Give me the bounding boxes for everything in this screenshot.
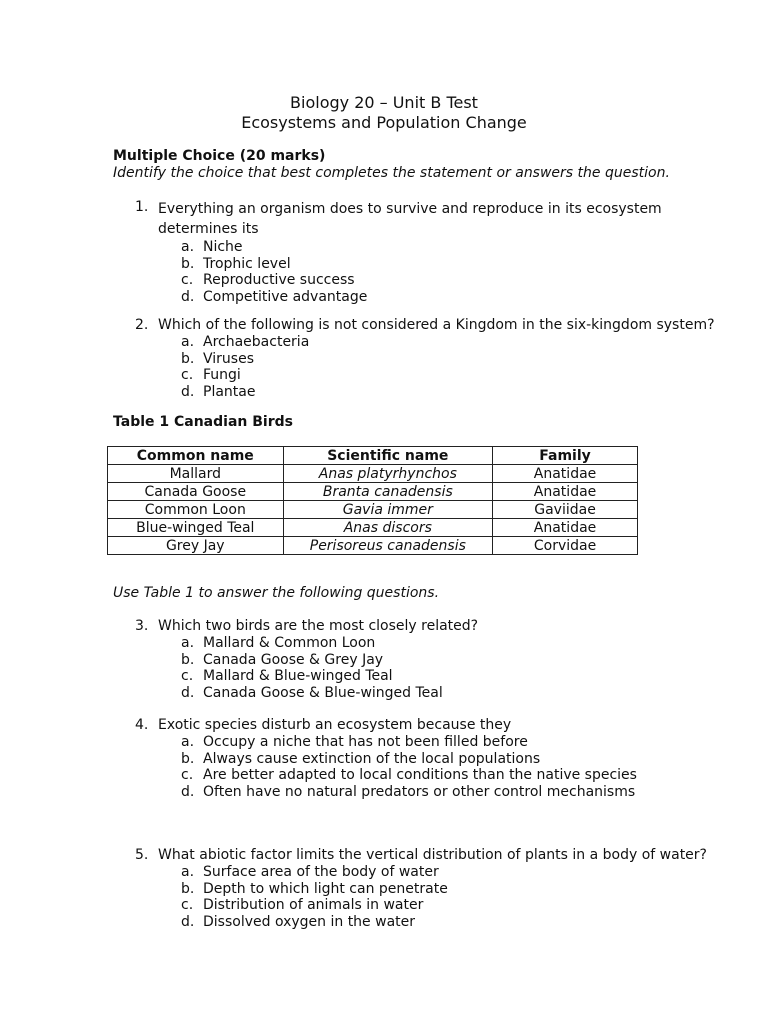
option-d [181, 384, 718, 401]
option-c [181, 767, 718, 784]
cell-family: Anatidae [493, 483, 638, 501]
option-a [181, 239, 718, 256]
option-text: Viruses [203, 350, 254, 367]
option-text: Occupy a niche that has not been filled before [203, 734, 528, 750]
option-b [181, 881, 718, 898]
option-text: Archaebacteria [203, 334, 310, 350]
cell-scientific-name: Anas platyrhynchos [283, 465, 493, 483]
option-text: Canada Goose & Grey Jay [203, 651, 384, 668]
table-row [108, 537, 638, 555]
option-d [181, 784, 718, 801]
column-header-scientific-name: Scientific name [283, 447, 493, 465]
column-header-common-name: Common name [108, 447, 284, 465]
option-letter: c. [181, 272, 194, 289]
cell-common-name: Common Loon [108, 501, 284, 519]
option-text: Mallard & Blue-winged Teal [203, 668, 393, 685]
option-letter: a. [181, 635, 195, 651]
option-text: Always cause extinction of the local populations [203, 750, 541, 767]
option-letter: a. [181, 734, 195, 750]
option-list [181, 635, 718, 702]
option-letter: d. [181, 914, 195, 931]
option-text: Plantae [203, 384, 256, 401]
option-text: Reproductive success [203, 272, 355, 289]
option-c [181, 897, 718, 914]
section-heading: Multiple Choice (20 marks) [113, 148, 326, 164]
cell-family: Anatidae [493, 465, 638, 483]
cell-common-name: Grey Jay [108, 537, 284, 555]
option-text: Trophic level [203, 255, 291, 272]
option-b [181, 351, 718, 368]
table-usage-note: Use Table 1 to answer the following questions. [113, 585, 440, 601]
option-a [181, 734, 718, 751]
table-row [108, 519, 638, 537]
option-text: Distribution of animals in water [203, 897, 424, 914]
option-letter: b. [181, 651, 195, 668]
option-letter: b. [181, 750, 195, 767]
option-c [181, 272, 718, 289]
table-header-row [108, 447, 638, 465]
question-number: 3. [135, 618, 149, 634]
option-a [181, 864, 718, 881]
option-text: Are better adapted to local conditions than the native species [203, 767, 637, 784]
question-number: 5. [135, 847, 149, 863]
option-letter: c. [181, 897, 194, 914]
option-b [181, 256, 718, 273]
question-stem: Which of the following is not considered a Kingdom in the six-kingdom system? [158, 317, 715, 333]
question-stem: Exotic species disturb an ecosystem because they [158, 717, 512, 733]
document-title: Biology 20 – Unit B Test [290, 93, 478, 112]
table-caption: Table 1 Canadian Birds [113, 414, 293, 430]
question-number: 2. [135, 317, 149, 333]
column-header-family: Family [493, 447, 638, 465]
option-b [181, 751, 718, 768]
option-list [181, 334, 718, 401]
cell-scientific-name: Anas discors [283, 519, 493, 537]
option-a [181, 334, 718, 351]
option-text: Niche [203, 239, 243, 255]
option-letter: d. [181, 685, 195, 702]
option-text: Canada Goose & Blue-winged Teal [203, 685, 443, 702]
option-list [181, 239, 718, 306]
option-letter: c. [181, 668, 194, 685]
option-text: Surface area of the body of water [203, 864, 439, 880]
option-letter: a. [181, 864, 195, 880]
question-1 [135, 199, 718, 306]
option-list [181, 864, 718, 931]
option-d [181, 914, 718, 931]
option-letter: d. [181, 784, 195, 801]
cell-common-name: Canada Goose [108, 483, 284, 501]
option-letter: b. [181, 880, 195, 897]
option-letter: a. [181, 239, 195, 255]
question-number: 1. [135, 199, 149, 215]
cell-common-name: Mallard [108, 465, 284, 483]
birds-table [107, 446, 638, 555]
option-c [181, 367, 718, 384]
option-text: Dissolved oxygen in the water [203, 914, 416, 931]
question-4 [135, 717, 718, 801]
question-number: 4. [135, 717, 149, 733]
cell-family: Gaviidae [493, 501, 638, 519]
option-letter: d. [181, 384, 195, 401]
cell-scientific-name: Branta canadensis [283, 483, 493, 501]
question-5 [135, 847, 718, 931]
table-row [108, 465, 638, 483]
option-d [181, 289, 718, 306]
option-letter: d. [181, 289, 195, 306]
option-list [181, 734, 718, 801]
option-text: Competitive advantage [203, 289, 368, 306]
table-row [108, 501, 638, 519]
option-letter: b. [181, 255, 195, 272]
option-b [181, 652, 718, 669]
option-letter: c. [181, 767, 194, 784]
option-text: Fungi [203, 367, 241, 384]
option-text: Mallard & Common Loon [203, 635, 376, 651]
question-stem: Which two birds are the most closely related? [158, 618, 479, 634]
cell-family: Anatidae [493, 519, 638, 537]
cell-family: Corvidae [493, 537, 638, 555]
option-text: Often have no natural predators or other control mechanisms [203, 784, 636, 801]
cell-scientific-name: Perisoreus canadensis [283, 537, 493, 555]
question-2 [135, 317, 718, 401]
option-d [181, 685, 718, 702]
option-a [181, 635, 718, 652]
option-text: Depth to which light can penetrate [203, 880, 448, 897]
option-letter: c. [181, 367, 194, 384]
question-stem: Everything an organism does to survive and reproduce in its ecosystem determines its [158, 201, 662, 237]
section-instructions: Identify the choice that best completes the statement or answers the question. [113, 165, 670, 181]
option-c [181, 668, 718, 685]
option-letter: a. [181, 334, 195, 350]
table-row [108, 483, 638, 501]
question-stem: What abiotic factor limits the vertical distribution of plants in a body of water? [158, 847, 707, 863]
cell-common-name: Blue-winged Teal [108, 519, 284, 537]
document-subtitle: Ecosystems and Population Change [241, 113, 527, 132]
cell-scientific-name: Gavia immer [283, 501, 493, 519]
option-letter: b. [181, 350, 195, 367]
question-3 [135, 618, 718, 702]
